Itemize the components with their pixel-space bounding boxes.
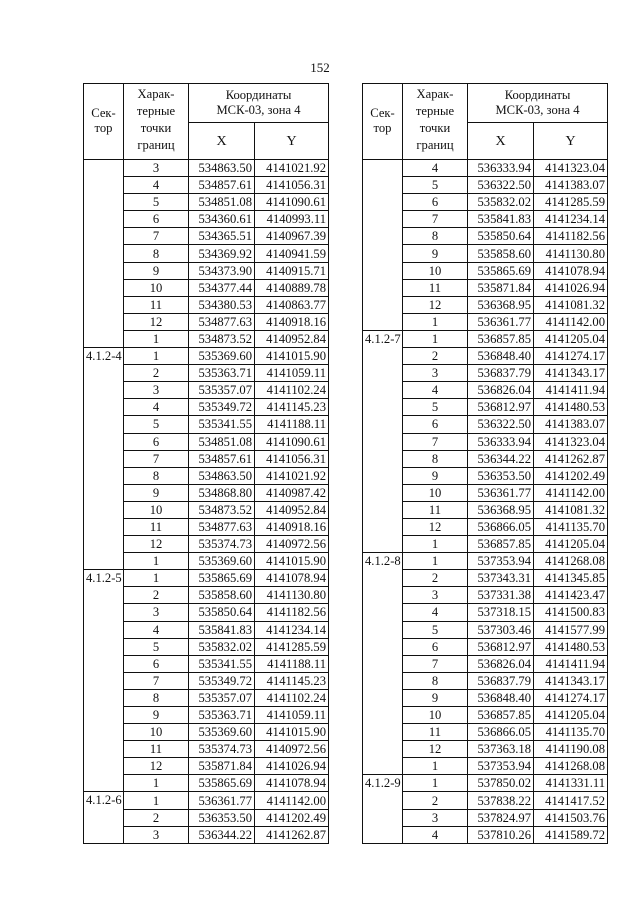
- y-coordinate-cell: 4141285.59: [255, 638, 329, 655]
- point-number-cell: 6: [403, 194, 468, 211]
- x-coordinate-cell: 536826.04: [468, 382, 534, 399]
- point-number-cell: 1: [403, 536, 468, 553]
- x-coordinate-cell: 537850.02: [468, 775, 534, 792]
- y-coordinate-cell: 4140941.59: [255, 245, 329, 262]
- point-number-cell: 1: [403, 313, 468, 330]
- y-coordinate-cell: 4141411.94: [534, 655, 608, 672]
- point-number-cell: 1: [124, 775, 189, 792]
- x-coordinate-cell: 534868.80: [189, 484, 255, 501]
- y-coordinate-cell: 4140972.56: [255, 741, 329, 758]
- point-number-cell: 11: [403, 724, 468, 741]
- x-coordinate-cell: 534377.44: [189, 279, 255, 296]
- y-coordinate-cell: 4141503.76: [534, 809, 608, 826]
- x-coordinate-cell: 536837.79: [468, 672, 534, 689]
- y-coordinate-cell: 4141135.70: [534, 518, 608, 535]
- point-number-cell: 7: [124, 450, 189, 467]
- point-number-cell: 4: [124, 177, 189, 194]
- header-coordinates: Координаты МСК-03, зона 4: [468, 84, 608, 123]
- y-coordinate-cell: 4141135.70: [534, 724, 608, 741]
- y-coordinate-cell: 4141145.23: [255, 672, 329, 689]
- point-number-cell: 7: [124, 672, 189, 689]
- point-number-cell: 1: [403, 775, 468, 792]
- sector-cell: 4.1.2-5: [84, 570, 124, 792]
- point-number-cell: 4: [403, 382, 468, 399]
- point-number-cell: 1: [124, 553, 189, 570]
- point-number-cell: 3: [403, 587, 468, 604]
- y-coordinate-cell: 4141343.17: [534, 365, 608, 382]
- y-coordinate-cell: 4141577.99: [534, 621, 608, 638]
- x-coordinate-cell: 535357.07: [189, 382, 255, 399]
- y-coordinate-cell: 4141274.17: [534, 689, 608, 706]
- point-number-cell: 4: [403, 604, 468, 621]
- x-coordinate-cell: 535349.72: [189, 672, 255, 689]
- x-coordinate-cell: 535858.60: [189, 587, 255, 604]
- point-number-cell: 10: [124, 724, 189, 741]
- x-coordinate-cell: 534863.50: [189, 467, 255, 484]
- point-number-cell: 12: [124, 536, 189, 553]
- x-coordinate-cell: 534369.92: [189, 245, 255, 262]
- coordinates-table-right: [362, 83, 608, 844]
- point-number-cell: 6: [124, 211, 189, 228]
- x-coordinate-cell: 535369.60: [189, 348, 255, 365]
- y-coordinate-cell: 4141078.94: [534, 262, 608, 279]
- table-body-right: [363, 160, 608, 844]
- x-coordinate-cell: 535871.84: [468, 279, 534, 296]
- point-number-cell: 10: [403, 707, 468, 724]
- point-number-cell: 3: [124, 160, 189, 177]
- y-coordinate-cell: 4140918.16: [255, 313, 329, 330]
- point-number-cell: 5: [403, 177, 468, 194]
- point-number-cell: 9: [124, 262, 189, 279]
- point-number-cell: 7: [403, 655, 468, 672]
- x-coordinate-cell: 535374.73: [189, 741, 255, 758]
- point-number-cell: 4: [124, 399, 189, 416]
- y-coordinate-cell: 4141202.49: [255, 809, 329, 826]
- x-coordinate-cell: 534360.61: [189, 211, 255, 228]
- y-coordinate-cell: 4141345.85: [534, 570, 608, 587]
- point-number-cell: 2: [124, 587, 189, 604]
- sector-cell: 4.1.2-9: [363, 775, 403, 843]
- x-coordinate-cell: 535363.71: [189, 365, 255, 382]
- x-coordinate-cell: 536848.40: [468, 689, 534, 706]
- sector-cell: 4.1.2-4: [84, 348, 124, 570]
- x-coordinate-cell: 534873.52: [189, 330, 255, 347]
- x-coordinate-cell: 536837.79: [468, 365, 534, 382]
- x-coordinate-cell: 535369.60: [189, 724, 255, 741]
- table-row: [363, 553, 608, 570]
- y-coordinate-cell: 4141500.83: [534, 604, 608, 621]
- x-coordinate-cell: 536812.97: [468, 638, 534, 655]
- x-coordinate-cell: 534851.08: [189, 194, 255, 211]
- x-coordinate-cell: 535850.64: [189, 604, 255, 621]
- y-coordinate-cell: 4141234.14: [255, 621, 329, 638]
- y-coordinate-cell: 4141145.23: [255, 399, 329, 416]
- y-coordinate-cell: 4141015.90: [255, 348, 329, 365]
- point-number-cell: 11: [403, 279, 468, 296]
- x-coordinate-cell: 536361.77: [189, 792, 255, 809]
- x-coordinate-cell: 535374.73: [189, 536, 255, 553]
- point-number-cell: 10: [403, 484, 468, 501]
- x-coordinate-cell: 536368.95: [468, 501, 534, 518]
- y-coordinate-cell: 4141205.04: [534, 330, 608, 347]
- x-coordinate-cell: 534863.50: [189, 160, 255, 177]
- point-number-cell: 5: [403, 399, 468, 416]
- x-coordinate-cell: 535341.55: [189, 655, 255, 672]
- table-row: [84, 792, 329, 809]
- sector-cell: 4.1.2-7: [363, 330, 403, 552]
- x-coordinate-cell: 534857.61: [189, 177, 255, 194]
- x-coordinate-cell: 536866.05: [468, 724, 534, 741]
- y-coordinate-cell: 4140952.84: [255, 330, 329, 347]
- x-coordinate-cell: 537331.38: [468, 587, 534, 604]
- x-coordinate-cell: 536353.50: [468, 467, 534, 484]
- x-coordinate-cell: 534873.52: [189, 501, 255, 518]
- point-number-cell: 11: [124, 518, 189, 535]
- point-number-cell: 9: [403, 245, 468, 262]
- point-number-cell: 3: [403, 365, 468, 382]
- y-coordinate-cell: 4141285.59: [534, 194, 608, 211]
- y-coordinate-cell: 4141234.14: [534, 211, 608, 228]
- point-number-cell: 1: [403, 330, 468, 347]
- x-coordinate-cell: 534380.53: [189, 296, 255, 313]
- y-coordinate-cell: 4141262.87: [534, 450, 608, 467]
- x-coordinate-cell: 534877.63: [189, 313, 255, 330]
- x-coordinate-cell: 535865.69: [189, 775, 255, 792]
- x-coordinate-cell: 537810.26: [468, 826, 534, 843]
- x-coordinate-cell: 534851.08: [189, 433, 255, 450]
- x-coordinate-cell: 536333.94: [468, 160, 534, 177]
- point-number-cell: 3: [124, 604, 189, 621]
- x-coordinate-cell: 534857.61: [189, 450, 255, 467]
- point-number-cell: 6: [403, 638, 468, 655]
- y-coordinate-cell: 4141102.24: [255, 382, 329, 399]
- header-coordinates: Координаты МСК-03, зона 4: [189, 84, 329, 123]
- x-coordinate-cell: 537318.15: [468, 604, 534, 621]
- y-coordinate-cell: 4140863.77: [255, 296, 329, 313]
- x-coordinate-cell: 535341.55: [189, 416, 255, 433]
- point-number-cell: 6: [403, 416, 468, 433]
- header-sector: Сек- тор: [363, 84, 403, 160]
- point-number-cell: 7: [124, 228, 189, 245]
- point-number-cell: 4: [124, 621, 189, 638]
- x-coordinate-cell: 535363.71: [189, 707, 255, 724]
- sector-cell: [363, 160, 403, 331]
- point-number-cell: 12: [403, 296, 468, 313]
- header-points: Харак- терные точки границ: [403, 84, 468, 160]
- y-coordinate-cell: 4141090.61: [255, 433, 329, 450]
- point-number-cell: 10: [124, 501, 189, 518]
- y-coordinate-cell: 4141268.08: [534, 553, 608, 570]
- y-coordinate-cell: 4141323.04: [534, 433, 608, 450]
- y-coordinate-cell: 4141081.32: [534, 296, 608, 313]
- point-number-cell: 4: [403, 826, 468, 843]
- point-number-cell: 11: [403, 501, 468, 518]
- point-number-cell: 7: [403, 433, 468, 450]
- point-number-cell: 2: [124, 809, 189, 826]
- point-number-cell: 2: [403, 792, 468, 809]
- point-number-cell: 8: [403, 672, 468, 689]
- coordinates-table-left: [83, 83, 329, 844]
- y-coordinate-cell: 4140972.56: [255, 536, 329, 553]
- y-coordinate-cell: 4141015.90: [255, 724, 329, 741]
- point-number-cell: 6: [124, 433, 189, 450]
- y-coordinate-cell: 4141383.07: [534, 416, 608, 433]
- point-number-cell: 5: [124, 194, 189, 211]
- point-number-cell: 1: [403, 553, 468, 570]
- x-coordinate-cell: 536361.77: [468, 484, 534, 501]
- point-number-cell: 8: [124, 467, 189, 484]
- header-x: X: [468, 123, 534, 160]
- x-coordinate-cell: 535841.83: [189, 621, 255, 638]
- x-coordinate-cell: 536344.22: [468, 450, 534, 467]
- point-number-cell: 1: [124, 792, 189, 809]
- x-coordinate-cell: 534365.51: [189, 228, 255, 245]
- x-coordinate-cell: 535832.02: [189, 638, 255, 655]
- point-number-cell: 8: [124, 689, 189, 706]
- y-coordinate-cell: 4141059.11: [255, 365, 329, 382]
- point-number-cell: 12: [124, 758, 189, 775]
- table-row: [363, 330, 608, 347]
- y-coordinate-cell: 4141078.94: [255, 775, 329, 792]
- x-coordinate-cell: 536353.50: [189, 809, 255, 826]
- point-number-cell: 11: [124, 741, 189, 758]
- point-number-cell: 7: [403, 211, 468, 228]
- table-row: [84, 160, 329, 177]
- y-coordinate-cell: 4140987.42: [255, 484, 329, 501]
- point-number-cell: 9: [403, 689, 468, 706]
- y-coordinate-cell: 4141056.31: [255, 450, 329, 467]
- x-coordinate-cell: 537838.22: [468, 792, 534, 809]
- y-coordinate-cell: 4141182.56: [534, 228, 608, 245]
- header-x: X: [189, 123, 255, 160]
- y-coordinate-cell: 4141142.00: [534, 313, 608, 330]
- header-y: Y: [534, 123, 608, 160]
- sector-cell: [84, 160, 124, 348]
- y-coordinate-cell: 4141331.11: [534, 775, 608, 792]
- y-coordinate-cell: 4140967.39: [255, 228, 329, 245]
- y-coordinate-cell: 4141205.04: [534, 536, 608, 553]
- y-coordinate-cell: 4141142.00: [255, 792, 329, 809]
- y-coordinate-cell: 4141589.72: [534, 826, 608, 843]
- y-coordinate-cell: 4140915.71: [255, 262, 329, 279]
- y-coordinate-cell: 4141188.11: [255, 655, 329, 672]
- x-coordinate-cell: 535369.60: [189, 553, 255, 570]
- x-coordinate-cell: 536344.22: [189, 826, 255, 843]
- point-number-cell: 5: [403, 621, 468, 638]
- y-coordinate-cell: 4141274.17: [534, 348, 608, 365]
- point-number-cell: 5: [124, 416, 189, 433]
- point-number-cell: 9: [403, 467, 468, 484]
- point-number-cell: 1: [124, 330, 189, 347]
- x-coordinate-cell: 537363.18: [468, 741, 534, 758]
- x-coordinate-cell: 536333.94: [468, 433, 534, 450]
- sector-cell: 4.1.2-6: [84, 792, 124, 843]
- table-row: [84, 348, 329, 365]
- x-coordinate-cell: 536361.77: [468, 313, 534, 330]
- x-coordinate-cell: 535832.02: [468, 194, 534, 211]
- y-coordinate-cell: 4141268.08: [534, 758, 608, 775]
- y-coordinate-cell: 4141078.94: [255, 570, 329, 587]
- point-number-cell: 4: [403, 160, 468, 177]
- y-coordinate-cell: 4141026.94: [534, 279, 608, 296]
- point-number-cell: 8: [403, 228, 468, 245]
- x-coordinate-cell: 535865.69: [468, 262, 534, 279]
- x-coordinate-cell: 537303.46: [468, 621, 534, 638]
- y-coordinate-cell: 4141423.47: [534, 587, 608, 604]
- y-coordinate-cell: 4140918.16: [255, 518, 329, 535]
- y-coordinate-cell: 4141411.94: [534, 382, 608, 399]
- y-coordinate-cell: 4140889.78: [255, 279, 329, 296]
- x-coordinate-cell: 535841.83: [468, 211, 534, 228]
- point-number-cell: 10: [403, 262, 468, 279]
- point-number-cell: 2: [403, 348, 468, 365]
- x-coordinate-cell: 536857.85: [468, 707, 534, 724]
- x-coordinate-cell: 536857.85: [468, 536, 534, 553]
- y-coordinate-cell: 4141081.32: [534, 501, 608, 518]
- header-sector: Сек- тор: [84, 84, 124, 160]
- y-coordinate-cell: 4141262.87: [255, 826, 329, 843]
- point-number-cell: 8: [403, 450, 468, 467]
- point-number-cell: 9: [124, 707, 189, 724]
- y-coordinate-cell: 4141188.11: [255, 416, 329, 433]
- table-body-left: [84, 160, 329, 844]
- y-coordinate-cell: 4141015.90: [255, 553, 329, 570]
- point-number-cell: 2: [403, 570, 468, 587]
- x-coordinate-cell: 537343.31: [468, 570, 534, 587]
- x-coordinate-cell: 536826.04: [468, 655, 534, 672]
- y-coordinate-cell: 4140952.84: [255, 501, 329, 518]
- y-coordinate-cell: 4141090.61: [255, 194, 329, 211]
- y-coordinate-cell: 4141059.11: [255, 707, 329, 724]
- x-coordinate-cell: 535865.69: [189, 570, 255, 587]
- header-y: Y: [255, 123, 329, 160]
- sector-cell: 4.1.2-8: [363, 553, 403, 775]
- y-coordinate-cell: 4141480.53: [534, 399, 608, 416]
- x-coordinate-cell: 536322.50: [468, 416, 534, 433]
- x-coordinate-cell: 536368.95: [468, 296, 534, 313]
- point-number-cell: 12: [403, 518, 468, 535]
- y-coordinate-cell: 4141480.53: [534, 638, 608, 655]
- y-coordinate-cell: 4141343.17: [534, 672, 608, 689]
- x-coordinate-cell: 535349.72: [189, 399, 255, 416]
- y-coordinate-cell: 4141142.00: [534, 484, 608, 501]
- x-coordinate-cell: 537353.94: [468, 553, 534, 570]
- x-coordinate-cell: 536848.40: [468, 348, 534, 365]
- point-number-cell: 11: [124, 296, 189, 313]
- y-coordinate-cell: 4141102.24: [255, 689, 329, 706]
- point-number-cell: 3: [403, 809, 468, 826]
- x-coordinate-cell: 536857.85: [468, 330, 534, 347]
- point-number-cell: 6: [124, 655, 189, 672]
- x-coordinate-cell: 536812.97: [468, 399, 534, 416]
- table-row: [84, 570, 329, 587]
- x-coordinate-cell: 537824.97: [468, 809, 534, 826]
- header-points: Харак- терные точки границ: [124, 84, 189, 160]
- x-coordinate-cell: 537353.94: [468, 758, 534, 775]
- point-number-cell: 8: [124, 245, 189, 262]
- y-coordinate-cell: 4141383.07: [534, 177, 608, 194]
- point-number-cell: 10: [124, 279, 189, 296]
- point-number-cell: 2: [124, 365, 189, 382]
- x-coordinate-cell: 535871.84: [189, 758, 255, 775]
- point-number-cell: 5: [124, 638, 189, 655]
- table-row: [363, 160, 608, 177]
- x-coordinate-cell: 534877.63: [189, 518, 255, 535]
- y-coordinate-cell: 4141202.49: [534, 467, 608, 484]
- point-number-cell: 12: [124, 313, 189, 330]
- point-number-cell: 1: [124, 348, 189, 365]
- y-coordinate-cell: 4141323.04: [534, 160, 608, 177]
- y-coordinate-cell: 4141130.80: [255, 587, 329, 604]
- y-coordinate-cell: 4141056.31: [255, 177, 329, 194]
- x-coordinate-cell: 536866.05: [468, 518, 534, 535]
- point-number-cell: 9: [124, 484, 189, 501]
- point-number-cell: 3: [124, 382, 189, 399]
- y-coordinate-cell: 4141130.80: [534, 245, 608, 262]
- y-coordinate-cell: 4141021.92: [255, 160, 329, 177]
- x-coordinate-cell: 536322.50: [468, 177, 534, 194]
- y-coordinate-cell: 4141190.08: [534, 741, 608, 758]
- x-coordinate-cell: 535850.64: [468, 228, 534, 245]
- point-number-cell: 1: [124, 570, 189, 587]
- table-row: [363, 775, 608, 792]
- y-coordinate-cell: 4140993.11: [255, 211, 329, 228]
- x-coordinate-cell: 534373.90: [189, 262, 255, 279]
- y-coordinate-cell: 4141021.92: [255, 467, 329, 484]
- x-coordinate-cell: 535858.60: [468, 245, 534, 262]
- y-coordinate-cell: 4141182.56: [255, 604, 329, 621]
- point-number-cell: 1: [403, 758, 468, 775]
- page-number: 152: [310, 60, 330, 75]
- y-coordinate-cell: 4141417.52: [534, 792, 608, 809]
- x-coordinate-cell: 535357.07: [189, 689, 255, 706]
- point-number-cell: 3: [124, 826, 189, 843]
- y-coordinate-cell: 4141026.94: [255, 758, 329, 775]
- y-coordinate-cell: 4141205.04: [534, 707, 608, 724]
- point-number-cell: 12: [403, 741, 468, 758]
